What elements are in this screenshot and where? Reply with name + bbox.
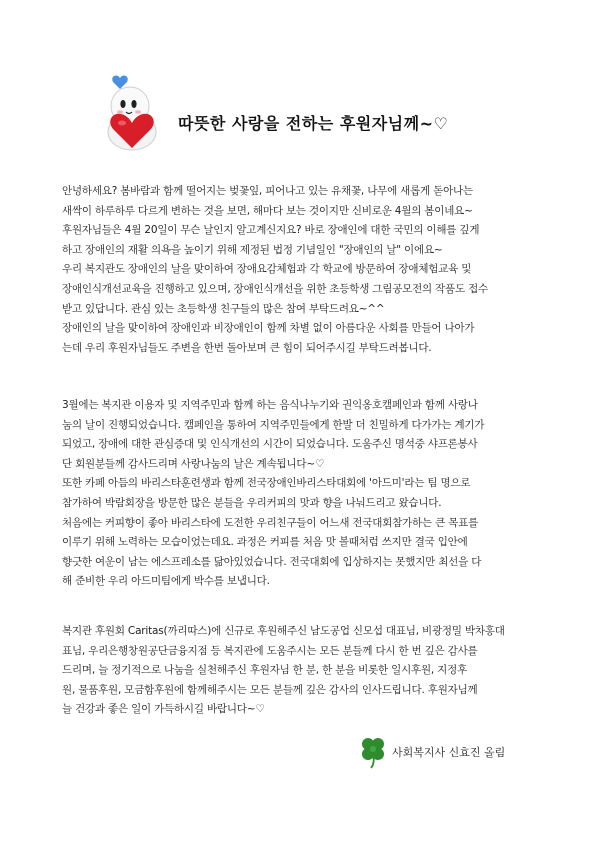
text-line: 이루기 위해 노력하는 모습이었는데요. 과정은 커피를 처음 맛 볼때처럼 쓰지만 결국 입안에 xyxy=(62,536,468,549)
text-line: 장애인의 날을 맞이하여 장애인과 비장애인이 함께 차별 없이 아름다운 사회를 만들어 나아가 xyxy=(62,322,475,335)
paragraph-2 xyxy=(62,396,540,592)
paragraph-1 xyxy=(62,182,540,358)
text-line: 장애인식개선교육을 진행하고 있으며, 장애인식개선을 위한 초등학생 그림공모전의 작품도 접수 xyxy=(62,282,488,295)
signature-block xyxy=(358,735,508,769)
text-line: 또한 카페 아듬의 바리스타훈련생과 함께 전국장애인바리스타대회에 '아드미'라는 팀 명으로 xyxy=(62,477,471,490)
paragraph-3 xyxy=(62,622,540,720)
text-line: 참가하여 박람회장을 방문한 많은 분들을 우리커피의 맛과 향을 나눠드리고 왔습니다. xyxy=(62,496,442,509)
text-line: 안녕하세요? 봄바람과 함께 떨어지는 벚꽃잎, 피어나고 있는 유채꽃, 나무에 새롭게 돋아나는 xyxy=(62,185,473,197)
text-line: 는데 우리 후원자님들도 주변을 한번 돌아보며 큰 힘이 되어주시길 부탁드려봅니다. xyxy=(62,341,432,354)
text-line: 표님, 우리은행창원공단금융지점 등 복지관에 도움주시는 모든 분들께 다시 한 번 깊은 감사를 xyxy=(62,644,478,657)
text-line: 원, 물품후원, 모금함후원에 함께해주시는 모든 분들께 깊은 감사의 인사드립니다. 후원자님께 xyxy=(62,683,478,696)
text-line: 눔의 날이 진행되었습니다. 캠페인을 통하여 지역주민들에게 한발 더 친밀하게 다가가는 계기가 xyxy=(62,418,485,431)
letter-title: 따뜻한 사랑을 전하는 후원자님께~♡ xyxy=(178,114,449,133)
small-blue-heart-icon xyxy=(112,75,127,89)
text-line: 받고 있답니다. 관심 있는 초등학생 친구들의 많은 참여 부탁드려요~^^ xyxy=(62,302,385,315)
text-line: 향긋한 여운이 남는 에스프레소를 닮아있었습니다. 전국대회에 입상하지는 못했지만 최선을 다 xyxy=(62,555,482,568)
mascot-heart-illustration xyxy=(100,72,164,152)
text-line: 새싹이 하루하루 다르게 변하는 것을 보면, 해마다 보는 것이지만 신비로운 4월의 봄이네요~ xyxy=(62,204,473,217)
text-line: 단 회원분들께 감사드리며 사랑나눔의 날은 계속됩니다~♡ xyxy=(62,457,325,470)
text-line: 후원자님들은 4월 20일이 무슨 날인지 알고계신지요? 바로 장애인에 대한 국민의 이해를 깊게 xyxy=(62,224,480,237)
text-line: 드리며, 늘 정기적으로 나눔을 실천해주신 후원자님 한 분, 한 분을 비롯한 일시후원, 지정후 xyxy=(62,664,468,677)
text-line: 3월에는 복지관 이용자 및 지역주민과 함께 하는 음식나누기와 권익옹호캠페인과 함께 사랑나 xyxy=(62,399,478,411)
text-line: 해 준비한 우리 아드미팀에게 박수를 보냅니다. xyxy=(62,575,270,588)
text-line: 처음에는 커피향이 좋아 바리스타에 도전한 우리친구들이 어느새 전국대회참가하는 큰 목표를 xyxy=(62,516,479,529)
text-line: 복지관 후원회 Caritas(까리따스)에 신규로 후원해주신 남도공업 신모섭 대표님, 비광정밀 박차홍대 xyxy=(62,625,505,637)
signature-text: 사회복지사 신효진 올림 xyxy=(392,746,506,759)
text-line: 우리 복지관도 장애인의 날을 맞이하여 장애요감체험과 각 학교에 방문하여 장애체험교육 및 xyxy=(62,263,472,276)
text-line: 되었고, 장애에 대한 관심증대 및 인식개선의 시간이 되었습니다. 도움주신 명석중 샤프론봉사 xyxy=(62,438,478,451)
text-line: 하고 장애인의 재활 의욕을 높이기 위해 제정된 법정 기념일인 "장애인의 날" 이에요~ xyxy=(62,243,443,256)
text-line: 늘 건강과 좋은 일이 가득하시길 바랍니다~♡ xyxy=(62,703,265,716)
clover-icon xyxy=(358,735,388,769)
